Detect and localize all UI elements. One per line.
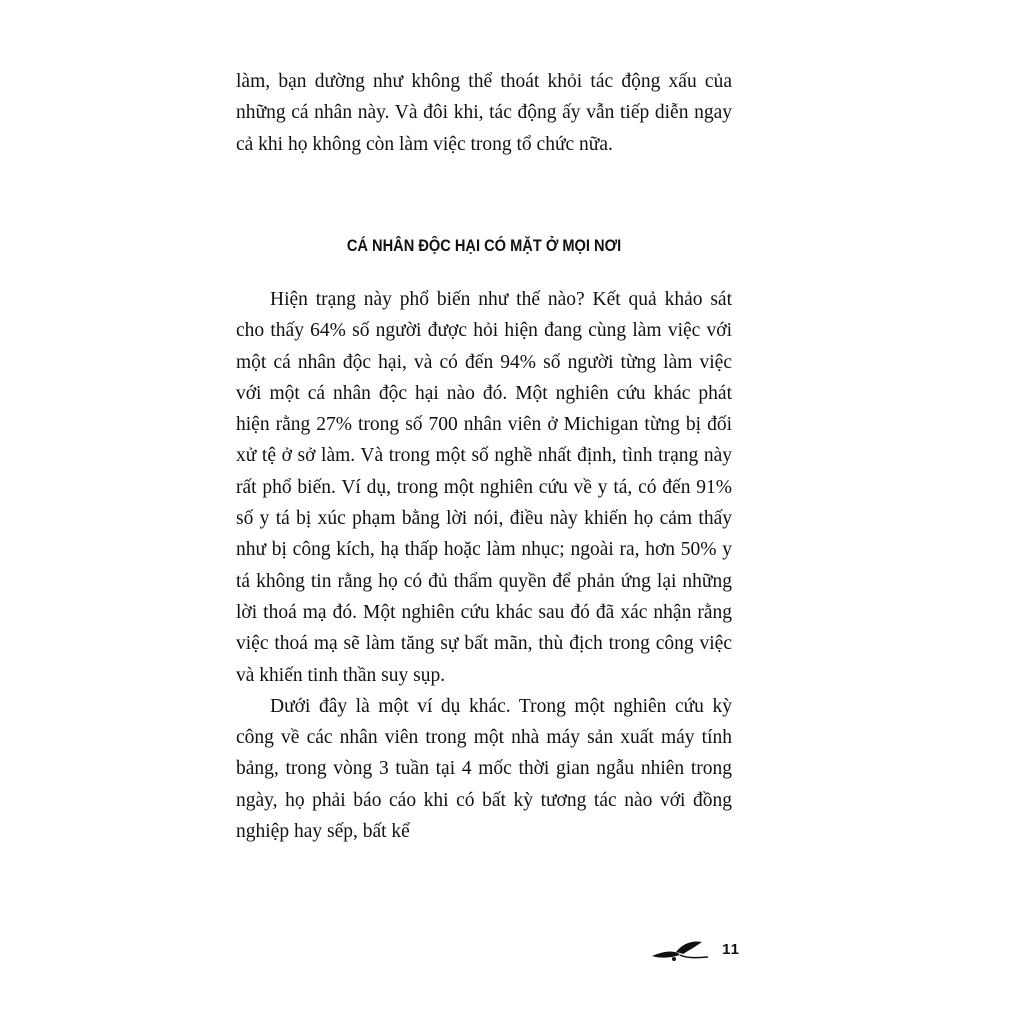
body-paragraph-1: Hiện trạng này phổ biến như thế nào? Kết quả khảo sát cho thấy 64% số người được hỏi hiện đang cùng làm việc với một cá nhân độc hại, và có đến 94% số người từng làm việc với một cá nhân độc hại nào đó. Một nghiên cứu khác phát hiện rằng 27% trong số 700 nhân viên ở Michigan từng bị đối xử tệ ở sở làm. Và trong một số nghề nhất định, tình trạng này rất phổ biến. Ví dụ, trong một nghiên cứu về y tá, có đến 91% số y tá bị xúc phạm bằng lời nói, điều này khiến họ cảm thấy như bị công kích, hạ thấp hoặc làm nhục; ngoài ra, hơn 50% y tá không tin rằng họ có đủ thẩm quyền để phản ứng lại những lời thoá mạ đó. Một nghiên cứu khác sau đó đã xác nhận rằng việc thoá mạ sẽ làm tăng sự bất mãn, thù địch trong công việc và khiến tinh thần suy sụp. bbox=[236, 289, 732, 686]
section-body bbox=[236, 284, 732, 847]
page-footer bbox=[650, 938, 740, 968]
section-heading: CÁ NHÂN ĐỘC HẠI CÓ MẶT Ở MỌI NƠI bbox=[346, 236, 622, 255]
page-number: 11 bbox=[722, 941, 740, 958]
body-paragraph-2: Dưới đây là một ví dụ khác. Trong một nghiên cứu kỳ công về các nhân viên trong một nhà máy sản xuất máy tính bảng, trong vòng 3 tuần tại 4 mốc thời gian ngẫu nhiên trong ngày, họ phải báo cáo khi có bất kỳ tương tác nào với đồng nghiệp hay sếp, bất kể bbox=[236, 695, 732, 843]
quill-pen-icon bbox=[650, 938, 710, 964]
opening-text bbox=[236, 66, 732, 160]
opening-paragraph: làm, bạn dường như không thể thoát khỏi tác động xấu của những cá nhân này. Và đôi khi, tác động ấy vẫn tiếp diễn ngay cả khi họ không còn làm việc trong tổ chức nữa. bbox=[236, 71, 732, 155]
